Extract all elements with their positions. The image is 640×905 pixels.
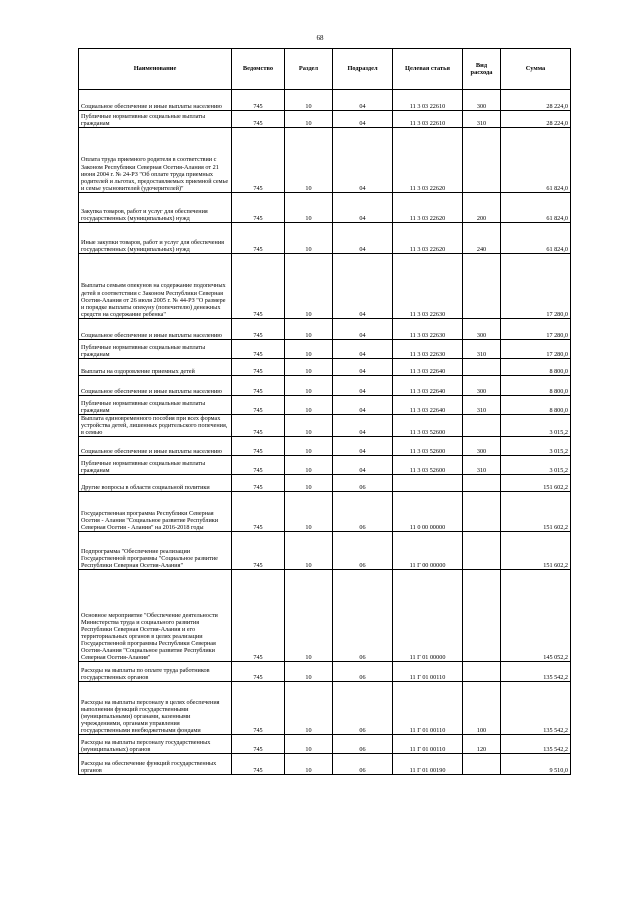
row-name: Расходы на выплаты по оплате труда работников государственных органов xyxy=(79,662,232,682)
row-subsection: 06 xyxy=(333,662,393,682)
row-subsection: 04 xyxy=(333,456,393,475)
row-exptype: 200 xyxy=(463,193,501,223)
header-row xyxy=(79,49,571,90)
row-subsection: 04 xyxy=(333,415,393,437)
row-name: Другие вопросы в области социальной политики xyxy=(79,475,232,492)
row-dept: 745 xyxy=(232,223,285,254)
row-name: Публичные нормативные социальные выплаты гражданам xyxy=(79,396,232,415)
row-section: 10 xyxy=(285,359,333,376)
row-target: 11 Г 01 00000 xyxy=(393,570,463,662)
row-exptype: 300 xyxy=(463,90,501,111)
row-name: Выплаты семьям опекунов на содержание подопечных детей в соответствии с Законом Республики Северная Осетия-Алания от 26 июля 2005 г. № 44-РЗ "О размере и порядке выплаты опекуну (попечителю) денежных средств на содержание ребенка" xyxy=(79,254,232,319)
table-row xyxy=(79,396,571,415)
row-target: 11 3 03 22640 xyxy=(393,376,463,396)
table-row xyxy=(79,532,571,570)
header-sum: Сумма xyxy=(501,49,571,90)
row-target: 11 Г 01 00110 xyxy=(393,735,463,754)
row-exptype xyxy=(463,128,501,193)
table-row xyxy=(79,682,571,735)
row-dept: 745 xyxy=(232,193,285,223)
row-target: 11 3 03 22610 xyxy=(393,111,463,128)
header-target: Целевая статья xyxy=(393,49,463,90)
row-sum: 3 015,2 xyxy=(501,437,571,456)
row-dept: 745 xyxy=(232,437,285,456)
row-exptype xyxy=(463,570,501,662)
table-row xyxy=(79,376,571,396)
row-exptype xyxy=(463,359,501,376)
row-exptype xyxy=(463,254,501,319)
row-section: 10 xyxy=(285,396,333,415)
row-name: Социальное обеспечение и иные выплаты населению xyxy=(79,437,232,456)
row-exptype: 240 xyxy=(463,223,501,254)
row-sum: 151 602,2 xyxy=(501,475,571,492)
row-subsection: 04 xyxy=(333,128,393,193)
row-target: 11 3 03 22620 xyxy=(393,128,463,193)
table-row xyxy=(79,223,571,254)
table-row xyxy=(79,128,571,193)
row-name: Публичные нормативные социальные выплаты гражданам xyxy=(79,456,232,475)
table-row xyxy=(79,456,571,475)
row-subsection: 06 xyxy=(333,682,393,735)
row-target: 11 3 03 22620 xyxy=(393,193,463,223)
row-sum: 61 824,0 xyxy=(501,193,571,223)
table-row xyxy=(79,111,571,128)
row-sum: 3 015,2 xyxy=(501,415,571,437)
row-target: 11 Г 01 00190 xyxy=(393,754,463,775)
row-name: Публичные нормативные социальные выплаты гражданам xyxy=(79,111,232,128)
row-exptype xyxy=(463,475,501,492)
table-row xyxy=(79,662,571,682)
row-subsection: 04 xyxy=(333,223,393,254)
row-sum: 28 224,0 xyxy=(501,111,571,128)
row-sum: 135 542,2 xyxy=(501,735,571,754)
row-sum: 8 800,0 xyxy=(501,376,571,396)
row-exptype xyxy=(463,415,501,437)
row-dept: 745 xyxy=(232,662,285,682)
row-section: 10 xyxy=(285,662,333,682)
row-section: 10 xyxy=(285,532,333,570)
row-name: Выплаты на оздоровление приемных детей xyxy=(79,359,232,376)
row-name: Подпрограмма "Обеспечение реализации Государственной программы "Социальное развитие Республики Северная Осетия-Алания" xyxy=(79,532,232,570)
row-exptype xyxy=(463,532,501,570)
row-dept: 745 xyxy=(232,376,285,396)
row-name: Оплата труда приемного родителя в соответствии с Законом Республики Северная Осетия-Алания от 21 июня 2004 г. № 24-РЗ "Об оплате труда приемных родителей и льготах, предоставляемых приемной семье и семье усыновителей (удочерителей)" xyxy=(79,128,232,193)
row-exptype: 300 xyxy=(463,437,501,456)
row-target: 11 3 03 22630 xyxy=(393,319,463,340)
row-exptype: 310 xyxy=(463,340,501,359)
row-name: Социальное обеспечение и иные выплаты населению xyxy=(79,90,232,111)
row-target: 11 3 03 22640 xyxy=(393,396,463,415)
row-sum: 17 280,0 xyxy=(501,340,571,359)
row-section: 10 xyxy=(285,492,333,532)
table-row xyxy=(79,319,571,340)
row-exptype: 300 xyxy=(463,376,501,396)
row-sum: 135 542,2 xyxy=(501,682,571,735)
row-sum: 17 280,0 xyxy=(501,319,571,340)
table-row xyxy=(79,570,571,662)
row-subsection: 06 xyxy=(333,570,393,662)
row-subsection: 04 xyxy=(333,319,393,340)
row-target: 11 3 03 22610 xyxy=(393,90,463,111)
row-dept: 745 xyxy=(232,492,285,532)
row-dept: 745 xyxy=(232,111,285,128)
row-sum: 145 052,2 xyxy=(501,570,571,662)
table-row xyxy=(79,340,571,359)
table-row xyxy=(79,492,571,532)
row-dept: 745 xyxy=(232,456,285,475)
row-exptype: 100 xyxy=(463,682,501,735)
row-dept: 745 xyxy=(232,254,285,319)
row-exptype xyxy=(463,492,501,532)
row-section: 10 xyxy=(285,340,333,359)
table-row xyxy=(79,475,571,492)
row-sum: 17 280,0 xyxy=(501,254,571,319)
table-row xyxy=(79,437,571,456)
row-target: 11 3 03 52600 xyxy=(393,437,463,456)
row-dept: 745 xyxy=(232,415,285,437)
row-sum: 8 800,0 xyxy=(501,359,571,376)
row-subsection: 06 xyxy=(333,735,393,754)
row-subsection: 04 xyxy=(333,254,393,319)
row-sum: 9 510,0 xyxy=(501,754,571,775)
row-subsection: 06 xyxy=(333,754,393,775)
table-row xyxy=(79,359,571,376)
row-exptype: 310 xyxy=(463,111,501,128)
row-name: Закупка товаров, работ и услуг для обеспечения государственных (муниципальных) нужд xyxy=(79,193,232,223)
row-name: Публичные нормативные социальные выплаты гражданам xyxy=(79,340,232,359)
row-name: Расходы на обеспечение функций государственных органов xyxy=(79,754,232,775)
row-subsection: 06 xyxy=(333,475,393,492)
row-sum: 61 824,0 xyxy=(501,223,571,254)
row-subsection: 04 xyxy=(333,90,393,111)
row-dept: 745 xyxy=(232,735,285,754)
row-sum: 151 602,2 xyxy=(501,532,571,570)
row-subsection: 04 xyxy=(333,396,393,415)
table-row xyxy=(79,193,571,223)
row-dept: 745 xyxy=(232,128,285,193)
header-subsection: Подраздел xyxy=(333,49,393,90)
header-name: Наименование xyxy=(79,49,232,90)
row-section: 10 xyxy=(285,735,333,754)
row-target: 11 3 03 22640 xyxy=(393,359,463,376)
row-subsection: 04 xyxy=(333,376,393,396)
row-section: 10 xyxy=(285,456,333,475)
table-row xyxy=(79,254,571,319)
row-section: 10 xyxy=(285,570,333,662)
row-section: 10 xyxy=(285,415,333,437)
table-row xyxy=(79,90,571,111)
row-dept: 745 xyxy=(232,396,285,415)
row-name: Иные закупки товаров, работ и услуг для обеспечения государственных (муниципальных) нужд xyxy=(79,223,232,254)
row-subsection: 04 xyxy=(333,437,393,456)
row-subsection: 04 xyxy=(333,193,393,223)
row-target: 11 3 03 52600 xyxy=(393,415,463,437)
row-target: 11 3 03 52600 xyxy=(393,456,463,475)
row-exptype xyxy=(463,662,501,682)
row-dept: 745 xyxy=(232,319,285,340)
row-target: 11 Г 00 00000 xyxy=(393,532,463,570)
header-exptype: Вид расхода xyxy=(463,49,501,90)
row-subsection: 04 xyxy=(333,340,393,359)
row-name: Выплата единовременного пособия при всех формах устройства детей, лишенных родительского попечения, в семью xyxy=(79,415,232,437)
row-section: 10 xyxy=(285,475,333,492)
row-sum: 135 542,2 xyxy=(501,662,571,682)
row-name: Основное мероприятие "Обеспечение деятельности Министерства труда и социального развития Республики Северная Осетия-Алания и его территориальных органов в целях реализации Государственной программы Республики Северная Осетия-Алания "Социальное развитие Республики Северная Осетия-Алания" xyxy=(79,570,232,662)
row-subsection: 04 xyxy=(333,111,393,128)
row-section: 10 xyxy=(285,111,333,128)
header-dept: Ведомство xyxy=(232,49,285,90)
row-sum: 3 015,2 xyxy=(501,456,571,475)
row-target: 11 3 03 22620 xyxy=(393,223,463,254)
row-subsection: 04 xyxy=(333,359,393,376)
row-subsection: 06 xyxy=(333,492,393,532)
row-exptype: 120 xyxy=(463,735,501,754)
row-dept: 745 xyxy=(232,682,285,735)
table-row xyxy=(79,754,571,775)
row-sum: 28 224,0 xyxy=(501,90,571,111)
row-target: 11 0 00 00000 xyxy=(393,492,463,532)
header-section: Раздел xyxy=(285,49,333,90)
row-dept: 745 xyxy=(232,570,285,662)
row-section: 10 xyxy=(285,193,333,223)
row-target xyxy=(393,475,463,492)
row-section: 10 xyxy=(285,682,333,735)
row-section: 10 xyxy=(285,128,333,193)
row-section: 10 xyxy=(285,319,333,340)
row-exptype: 310 xyxy=(463,396,501,415)
table-row xyxy=(79,735,571,754)
row-section: 10 xyxy=(285,90,333,111)
row-name: Социальное обеспечение и иные выплаты населению xyxy=(79,376,232,396)
row-dept: 745 xyxy=(232,532,285,570)
row-dept: 745 xyxy=(232,475,285,492)
row-target: 11 Г 01 00110 xyxy=(393,662,463,682)
row-dept: 745 xyxy=(232,359,285,376)
row-section: 10 xyxy=(285,437,333,456)
row-dept: 745 xyxy=(232,340,285,359)
row-name: Государственная программа Республики Северная Осетия - Алания "Социальное развитие Республики Северная Осетия - Алания" на 2016-2018 годы xyxy=(79,492,232,532)
row-section: 10 xyxy=(285,254,333,319)
budget-table xyxy=(78,48,571,775)
row-name: Социальное обеспечение и иные выплаты населению xyxy=(79,319,232,340)
row-section: 10 xyxy=(285,754,333,775)
row-sum: 61 824,0 xyxy=(501,128,571,193)
row-section: 10 xyxy=(285,376,333,396)
row-dept: 745 xyxy=(232,90,285,111)
row-sum: 151 602,2 xyxy=(501,492,571,532)
row-subsection: 06 xyxy=(333,532,393,570)
row-target: 11 3 03 22630 xyxy=(393,340,463,359)
row-section: 10 xyxy=(285,223,333,254)
page-number: 68 xyxy=(316,34,324,42)
row-dept: 745 xyxy=(232,754,285,775)
row-sum: 8 800,0 xyxy=(501,396,571,415)
table-row xyxy=(79,415,571,437)
row-name: Расходы на выплаты персоналу государственных (муниципальных) органов xyxy=(79,735,232,754)
row-target: 11 3 03 22630 xyxy=(393,254,463,319)
row-name: Расходы на выплаты персоналу в целях обеспечения выполнения функций государственными (муниципальными) органами, казенными учреждениями, органами управления государственными внебюджетными фондами xyxy=(79,682,232,735)
row-exptype: 310 xyxy=(463,456,501,475)
row-exptype xyxy=(463,754,501,775)
row-target: 11 Г 01 00110 xyxy=(393,682,463,735)
row-exptype: 300 xyxy=(463,319,501,340)
